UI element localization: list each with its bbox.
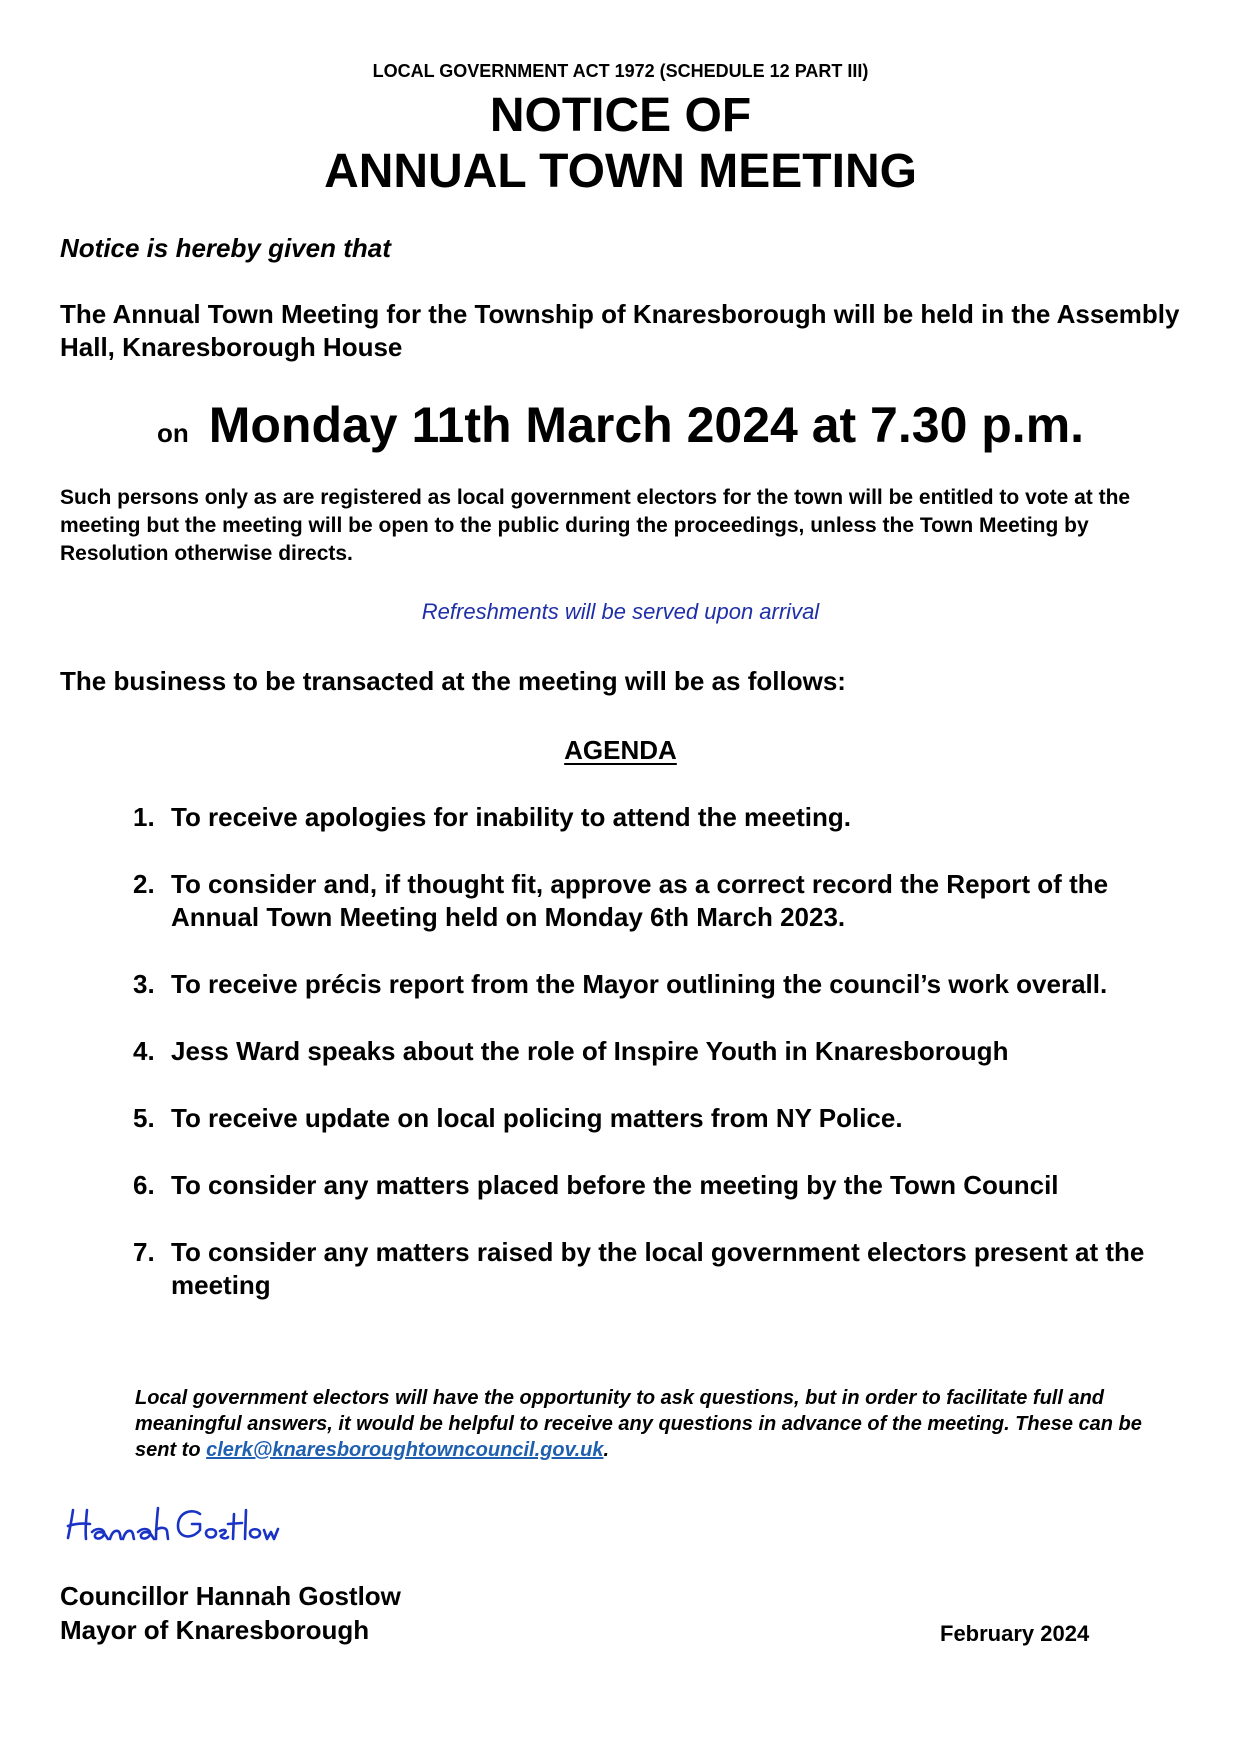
- agenda-item-text: To receive apologies for inability to attend the meeting.: [171, 802, 851, 832]
- meeting-statement: The Annual Town Meeting for the Township of Knaresborough will be held in the Assembly Hall, Knaresborough House: [60, 299, 1180, 362]
- issue-date: February 2024: [940, 1621, 1090, 1646]
- refreshments-note: Refreshments will be served upon arrival: [421, 599, 820, 624]
- meeting-date-time: Monday 11th March 2024 at 7.30 p.m.: [208, 397, 1085, 453]
- agenda-item: [133, 1035, 1193, 1068]
- notice-title: [0, 88, 1241, 200]
- agenda-list: [133, 801, 1193, 1336]
- agenda-item-number: 6.: [133, 1170, 155, 1200]
- questions-note: [135, 1385, 1185, 1463]
- clerk-email-link[interactable]: clerk@knaresboroughtowncouncil.gov.uk: [206, 1439, 604, 1461]
- agenda-item-text: To receive précis report from the Mayor outlining the council’s work overall.: [171, 969, 1108, 999]
- agenda-item-number: 3.: [133, 969, 155, 999]
- agenda-heading: [0, 734, 1241, 766]
- questions-text: Local government electors will have the opportunity to ask questions, but in order to facilitate full and meaningful answers, it would be helpful to receive any questions in advance of the meeting. These can be sent to: [135, 1387, 1142, 1461]
- agenda-item-number: 4.: [133, 1036, 155, 1066]
- questions-end: .: [603, 1439, 610, 1461]
- business-intro: The business to be transacted at the meeting will be as follows:: [60, 666, 846, 696]
- agenda-item-text: To consider and, if thought fit, approve as a correct record the Report of the Annual Town Meeting held on Monday 6th March 2023.: [171, 869, 1109, 932]
- signatory-name: Councillor Hannah Gostlow: [60, 1581, 401, 1611]
- agenda-item-number: 7.: [133, 1237, 155, 1267]
- signature: [60, 1500, 350, 1548]
- agenda-item: [133, 868, 1193, 934]
- agenda-item-text: To consider any matters raised by the local government electors present at the meeting: [171, 1237, 1145, 1300]
- agenda-item-number: 5.: [133, 1103, 155, 1133]
- act-reference: LOCAL GOVERNMENT ACT 1972 (SCHEDULE 12 PART III): [372, 61, 869, 81]
- agenda-item: [133, 1102, 1193, 1135]
- agenda-item-text: To consider any matters placed before the meeting by the Town Council: [171, 1170, 1059, 1200]
- date-prefix: on: [156, 418, 189, 448]
- intro-text: Notice is hereby given that: [60, 233, 391, 263]
- agenda-heading-text: AGENDA: [564, 735, 677, 765]
- title-line-1: NOTICE OF: [489, 89, 752, 142]
- agenda-item: [133, 1236, 1193, 1302]
- agenda-item: [133, 968, 1193, 1001]
- agenda-item-number: 1.: [133, 802, 155, 832]
- eligibility-text: Such persons only as are registered as local government electors for the town will be entitled to vote at the meeting but the meeting will be open to the public during the proceedings, unless the Town Meeting by Resolution otherwise directs.: [60, 486, 1131, 565]
- agenda-item-text: To receive update on local policing matters from NY Police.: [171, 1103, 903, 1133]
- agenda-item: [133, 1169, 1193, 1202]
- agenda-item-number: 2.: [133, 869, 155, 899]
- agenda-item: [133, 801, 1193, 834]
- meeting-date-line: [0, 396, 1241, 454]
- agenda-item-text: Jess Ward speaks about the role of Inspire Youth in Knaresborough: [171, 1036, 1009, 1066]
- title-line-2: ANNUAL TOWN MEETING: [324, 145, 917, 198]
- signatory-role: Mayor of Knaresborough: [60, 1615, 370, 1645]
